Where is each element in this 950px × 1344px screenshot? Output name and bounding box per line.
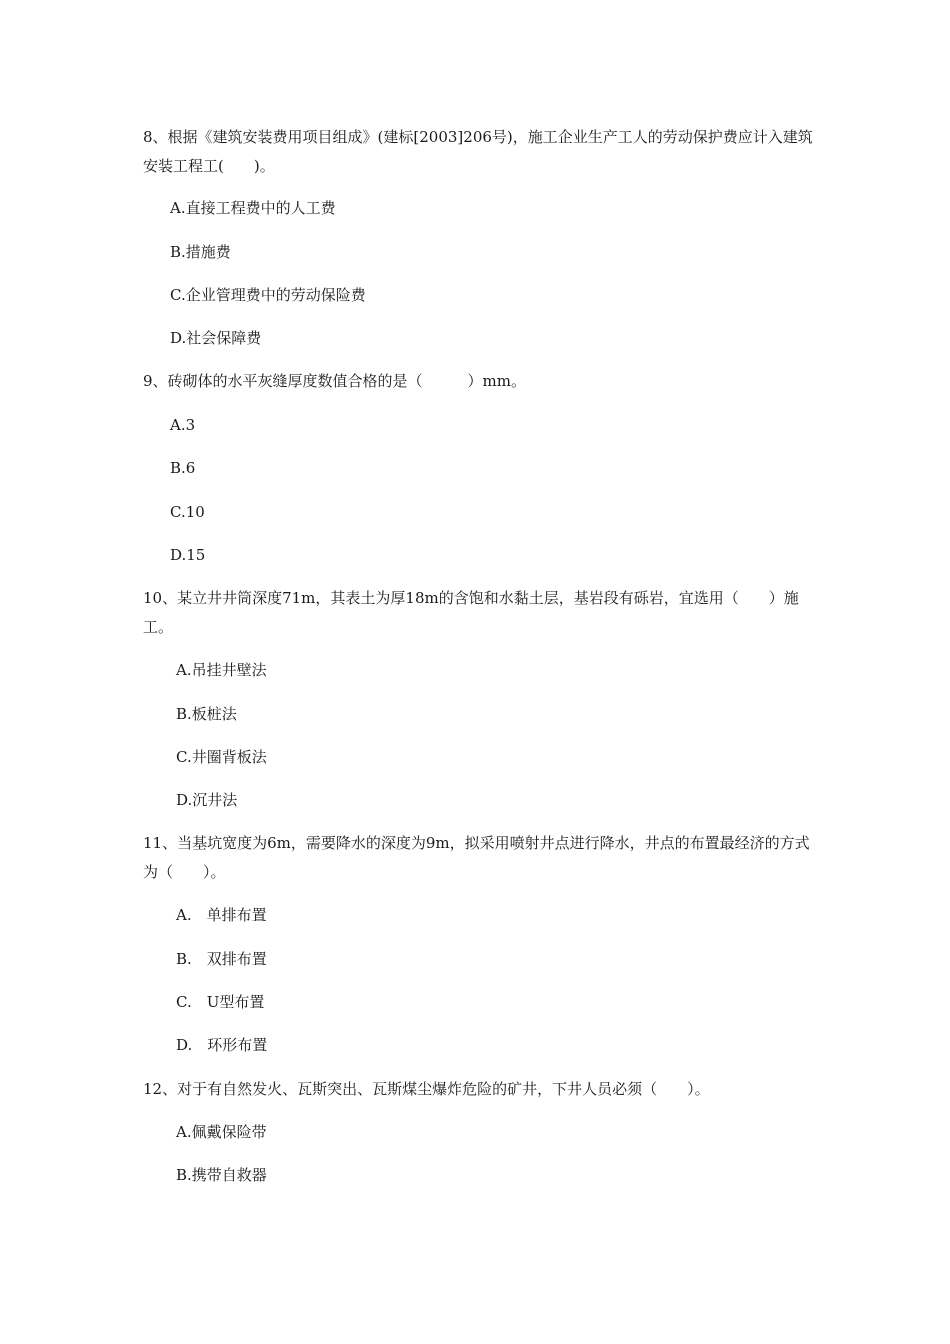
question-9-option-d: D.15 xyxy=(170,546,206,564)
question-11-option-d: D. 环形布置 xyxy=(176,1036,268,1054)
question-10-stem: 10、某立井井筒深度71m，其表土为厚18m的含饱和水黏土层，基岩段有砾岩，宜选用（ ）施工。 xyxy=(143,589,799,636)
question-8-option-d: D.社会保障费 xyxy=(170,329,262,347)
question-12-option-a: A.佩戴保险带 xyxy=(176,1123,267,1141)
question-9-option-b: B.6 xyxy=(170,459,196,477)
question-11-option-a: A. 单排布置 xyxy=(176,906,267,924)
question-11-option-b: B. 双排布置 xyxy=(176,950,267,968)
question-8-option-a: A.直接工程费中的人工费 xyxy=(170,199,336,217)
question-8-option-b: B.措施费 xyxy=(170,243,231,261)
question-10-option-c: C.井圈背板法 xyxy=(176,748,267,766)
question-10-option-a: A.吊挂井壁法 xyxy=(176,661,267,679)
question-8-stem: 8、根据《建筑安装费用项目组成》(建标[2003]206号)，施工企业生产工人的劳动保护费应计入建筑安装工程工( )。 xyxy=(143,128,813,175)
question-9-stem: 9、砖砌体的水平灰缝厚度数值合格的是（ ）mm。 xyxy=(143,372,526,390)
question-11-option-c: C. U型布置 xyxy=(176,993,265,1011)
question-8-option-c: C.企业管理费中的劳动保险费 xyxy=(170,286,366,304)
question-9-option-c: C.10 xyxy=(170,503,205,521)
question-12-stem: 12、对于有自然发火、瓦斯突出、瓦斯煤尘爆炸危险的矿井，下井人员必须（ ）。 xyxy=(143,1080,710,1098)
question-11-stem: 11、当基坑宽度为6m，需要降水的深度为9m，拟采用喷射井点进行降水，井点的布置最经济的方式为（ ）。 xyxy=(143,834,810,881)
question-10-option-b: B.板桩法 xyxy=(176,705,237,723)
question-9-option-a: A.3 xyxy=(170,416,196,434)
question-10-option-d: D.沉井法 xyxy=(176,791,238,809)
question-12-option-b: B.携带自救器 xyxy=(176,1166,267,1184)
